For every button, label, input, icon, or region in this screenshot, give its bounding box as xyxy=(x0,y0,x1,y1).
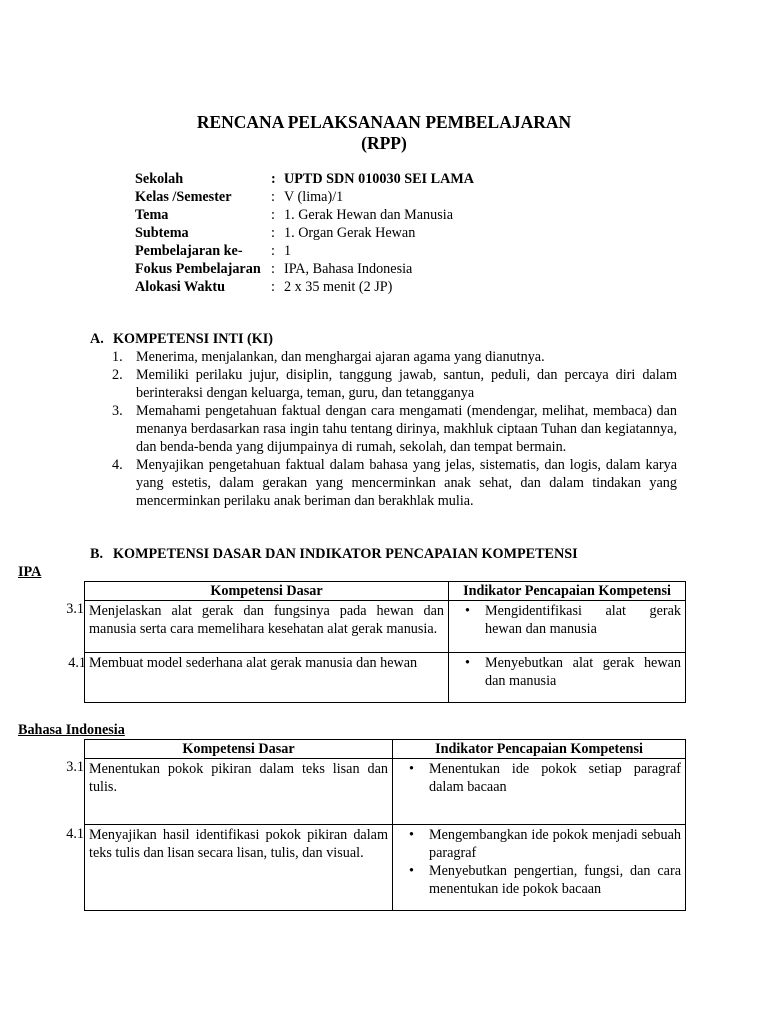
indicator-cell xyxy=(449,601,686,653)
list-item xyxy=(112,402,677,456)
kd-number: 4.1 xyxy=(66,826,84,842)
info-label: Kelas /Semester xyxy=(135,189,232,205)
document-subtitle: (RPP) xyxy=(361,133,407,153)
section-b-heading xyxy=(90,545,578,563)
section-title: KOMPETENSI INTI (KI) xyxy=(113,331,274,347)
info-separator: : xyxy=(271,207,275,223)
info-separator: : xyxy=(271,261,275,277)
kd-cell: Menjelaskan alat gerak dan fungsinya pada hewan dan manusia serta cara memelihara kesehatan alat gerak manusia. xyxy=(85,601,449,653)
list-text: Memiliki perilaku jujur, disiplin, tanggung jawab, santun, peduli, dan percaya diri dalam berinteraksi dengan keluarga, teman, guru, dan tetangganya xyxy=(136,367,677,401)
indicator-item: • Menyebutkan pengertian, fungsi, dan cara menentukan ide pokok bacaan xyxy=(397,862,681,898)
info-value: 1 xyxy=(284,243,292,259)
column-header-kd: Kompetensi Dasar xyxy=(85,740,393,759)
table-row xyxy=(85,601,686,653)
kd-cell: Menentukan pokok pikiran dalam teks lisan dan tulis. xyxy=(85,759,393,825)
kd-number: 3.1 xyxy=(66,759,84,775)
list-item xyxy=(112,456,677,510)
table-row xyxy=(85,653,686,703)
bahasa-indonesia-table xyxy=(84,739,686,911)
column-header-indikator: Indikator Pencapaian Kompetensi xyxy=(449,582,686,601)
info-separator: : xyxy=(271,279,275,295)
kd-cell: Menyajikan hasil identifikasi pokok pikiran dalam teks tulis dan lisan secara lisan, tulis, dan visual. xyxy=(85,825,393,911)
info-value: V (lima)/1 xyxy=(284,189,344,205)
info-label: Subtema xyxy=(135,225,189,241)
info-separator: : xyxy=(271,225,275,241)
table-row xyxy=(85,825,686,911)
section-title: KOMPETENSI DASAR DAN INDIKATOR PENCAPAIAN KOMPETENSI xyxy=(113,546,578,562)
column-header-kd: Kompetensi Dasar xyxy=(85,582,449,601)
list-text: Menerima, menjalankan, dan menghargai ajaran agama yang dianutnya. xyxy=(136,349,545,365)
info-value: 1. Organ Gerak Hewan xyxy=(284,225,416,241)
info-value: IPA, Bahasa Indonesia xyxy=(284,261,413,277)
table-header-row xyxy=(85,740,686,759)
info-label: Sekolah xyxy=(135,171,184,187)
section-a-heading xyxy=(90,330,273,348)
info-label: Pembelajaran ke- xyxy=(135,243,243,259)
info-separator: : xyxy=(271,171,276,187)
indicator-item: • Mengidentifikasi alat gerak hewan dan manusia xyxy=(453,602,681,638)
indicator-list xyxy=(453,602,681,638)
indicator-item: • Menentukan ide pokok setiap paragraf dalam bacaan xyxy=(397,760,681,796)
info-label: Alokasi Waktu xyxy=(135,279,226,295)
ipa-table xyxy=(84,581,686,703)
info-label: Tema xyxy=(135,207,169,223)
bahasa-indonesia-heading: Bahasa Indonesia xyxy=(18,722,125,738)
indicator-list xyxy=(397,826,681,898)
list-text: Memahami pengetahuan faktual dengan cara mengamati (mendengar, melihat, membaca) dan menanya berdasarkan rasa ingin tahu tentang dirinya, makhluk ciptaan Tuhan dan kegiatannya, dan benda-benda yang dijumpainya di rumah, sekolah, dan tempat bermain. xyxy=(136,403,677,455)
list-number: 1. xyxy=(112,349,123,365)
list-number: 4. xyxy=(112,457,123,473)
info-value: UPTD SDN 010030 SEI LAMA xyxy=(284,171,474,187)
indicator-cell xyxy=(393,759,686,825)
indicator-item: • Mengembangkan ide pokok menjadi sebuah paragraf xyxy=(397,826,681,862)
table-header-row xyxy=(85,582,686,601)
indicator-cell xyxy=(393,825,686,911)
list-number: 3. xyxy=(112,403,123,419)
kd-number: 3.1 xyxy=(66,601,84,617)
document-title: RENCANA PELAKSANAAN PEMBELAJARAN xyxy=(196,112,572,132)
info-value: 1. Gerak Hewan dan Manusia xyxy=(284,207,454,223)
table-row xyxy=(85,759,686,825)
list-text: Menyajikan pengetahuan faktual dalam bahasa yang jelas, sistematis, dan logis, dalam karya yang estetis, dalam gerakan yang mencerminkan anak sehat, dan dalam tindakan yang mencerminkan perilaku anak beriman dan berakhlak mulia. xyxy=(136,457,677,509)
column-header-indikator: Indikator Pencapaian Kompetensi xyxy=(393,740,686,759)
indicator-list xyxy=(397,760,681,796)
list-item xyxy=(112,366,677,402)
indicator-cell xyxy=(449,653,686,703)
indicator-list xyxy=(453,654,681,690)
info-label: Fokus Pembelajaran xyxy=(135,261,261,277)
indicator-item: • Menyebutkan alat gerak hewan dan manusia xyxy=(453,654,681,690)
info-separator: : xyxy=(271,189,275,205)
info-separator: : xyxy=(271,243,275,259)
kd-cell: Membuat model sederhana alat gerak manusia dan hewan xyxy=(85,653,449,703)
ki-list xyxy=(112,348,677,510)
list-number: 2. xyxy=(112,367,123,383)
list-item xyxy=(112,348,677,366)
ipa-heading: IPA xyxy=(18,564,42,580)
section-letter: B. xyxy=(90,546,104,562)
info-value: 2 x 35 menit (2 JP) xyxy=(284,279,393,295)
section-letter: A. xyxy=(90,331,104,347)
kd-number: 4.1 xyxy=(68,655,86,671)
